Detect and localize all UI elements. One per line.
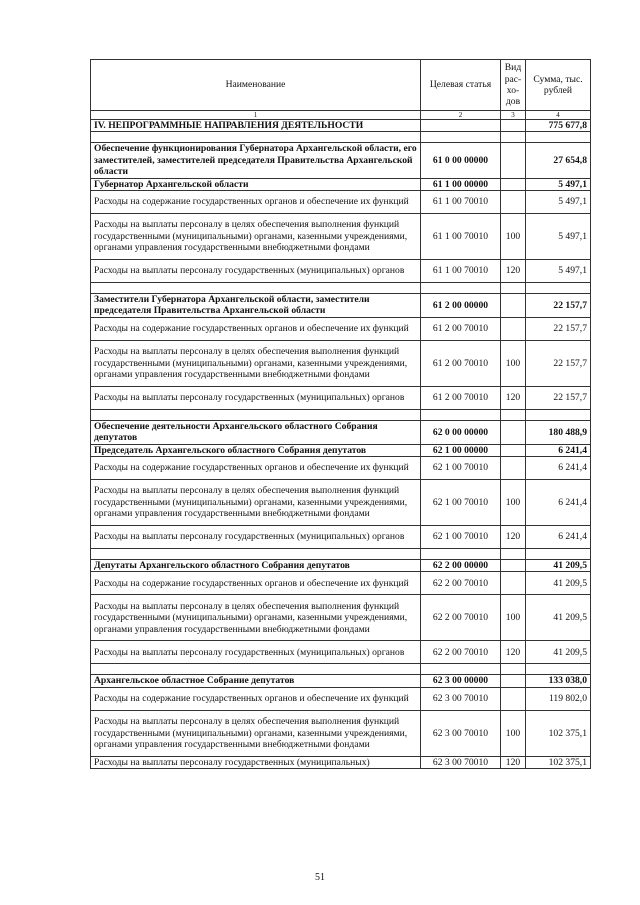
row-code: 61 1 00 70010 bbox=[421, 260, 501, 283]
row-code: 62 2 00 70010 bbox=[421, 641, 501, 664]
empty-cell bbox=[91, 283, 421, 294]
header-code: Целевая статья bbox=[421, 60, 501, 111]
row-sum: 6 241,4 bbox=[526, 526, 591, 549]
row-kind bbox=[501, 572, 526, 595]
row-name: Расходы на выплаты персоналу государственных (муниципальных) органов bbox=[91, 386, 421, 409]
row-kind bbox=[501, 143, 526, 178]
row-name: Расходы на выплаты персоналу государственных (муниципальных) органов bbox=[91, 260, 421, 283]
table-row bbox=[91, 420, 591, 444]
row-code: 61 2 00 00000 bbox=[421, 294, 501, 318]
row-kind: 100 bbox=[501, 480, 526, 526]
row-sum: 5 497,1 bbox=[526, 191, 591, 214]
table-row bbox=[91, 641, 591, 664]
row-kind: 120 bbox=[501, 386, 526, 409]
row-sum: 6 241,4 bbox=[526, 444, 591, 456]
table-row bbox=[91, 457, 591, 480]
row-name: Расходы на содержание государственных органов и обеспечение их функций bbox=[91, 457, 421, 480]
row-code: 62 1 00 00000 bbox=[421, 444, 501, 456]
row-kind bbox=[501, 294, 526, 318]
spacer-row bbox=[91, 283, 591, 294]
row-kind: 120 bbox=[501, 260, 526, 283]
row-name: Депутаты Архангельского областного Собрания депутатов bbox=[91, 560, 421, 572]
column-number: 1 bbox=[91, 111, 421, 120]
row-sum: 41 209,5 bbox=[526, 572, 591, 595]
row-name: Расходы на выплаты персоналу государственных (муниципальных) bbox=[91, 756, 421, 768]
row-kind bbox=[501, 444, 526, 456]
row-code: 62 1 00 70010 bbox=[421, 457, 501, 480]
row-sum: 5 497,1 bbox=[526, 260, 591, 283]
table-row bbox=[91, 214, 591, 260]
table-row bbox=[91, 526, 591, 549]
row-code: 62 1 00 70010 bbox=[421, 526, 501, 549]
row-name: Расходы на выплаты персоналу в целях обеспечения выполнения функций государственными (муниципальными) органами, казенными учреждениями, органами управления государственными внебюджетными фондами bbox=[91, 340, 421, 386]
row-sum: 102 375,1 bbox=[526, 710, 591, 756]
row-code: 61 1 00 70010 bbox=[421, 191, 501, 214]
column-number: 3 bbox=[501, 111, 526, 120]
header-row bbox=[91, 60, 591, 111]
row-kind bbox=[501, 120, 526, 132]
row-kind bbox=[501, 560, 526, 572]
budget-table bbox=[90, 59, 591, 769]
row-name: Расходы на выплаты персоналу в целях обеспечения выполнения функций государственными (муниципальными) органами, казенными учреждениями, органами управления государственными внебюджетными фондами bbox=[91, 214, 421, 260]
row-sum: 180 488,9 bbox=[526, 420, 591, 444]
row-sum: 41 209,5 bbox=[526, 560, 591, 572]
table-row bbox=[91, 560, 591, 572]
empty-cell bbox=[526, 664, 591, 675]
row-name: Расходы на выплаты персоналу государственных (муниципальных) органов bbox=[91, 526, 421, 549]
empty-cell bbox=[501, 664, 526, 675]
table-row bbox=[91, 572, 591, 595]
row-kind: 120 bbox=[501, 756, 526, 768]
row-name: Расходы на выплаты персоналу в целях обеспечения выполнения функций государственными (муниципальными) органами, казенными учреждениями, органами управления государственными внебюджетными фондами bbox=[91, 710, 421, 756]
row-name: Губернатор Архангельской области bbox=[91, 178, 421, 190]
empty-cell bbox=[421, 283, 501, 294]
row-name: Председатель Архангельского областного Собрания депутатов bbox=[91, 444, 421, 456]
empty-cell bbox=[501, 409, 526, 420]
row-sum: 5 497,1 bbox=[526, 178, 591, 190]
row-code: 61 2 00 70010 bbox=[421, 340, 501, 386]
empty-cell bbox=[526, 549, 591, 560]
row-sum: 5 497,1 bbox=[526, 214, 591, 260]
row-sum: 22 157,7 bbox=[526, 340, 591, 386]
spacer-row bbox=[91, 549, 591, 560]
empty-cell bbox=[501, 283, 526, 294]
row-kind bbox=[501, 457, 526, 480]
row-code: 62 2 00 00000 bbox=[421, 560, 501, 572]
row-kind: 100 bbox=[501, 710, 526, 756]
row-code: 62 2 00 70010 bbox=[421, 595, 501, 641]
table-row bbox=[91, 143, 591, 178]
spacer-row bbox=[91, 132, 591, 143]
table-body bbox=[91, 60, 591, 769]
row-sum: 6 241,4 bbox=[526, 480, 591, 526]
table-row bbox=[91, 756, 591, 768]
table-row bbox=[91, 710, 591, 756]
row-name: Расходы на содержание государственных органов и обеспечение их функций bbox=[91, 572, 421, 595]
row-kind: 120 bbox=[501, 526, 526, 549]
row-code bbox=[421, 120, 501, 132]
row-name: IV. НЕПРОГРАММНЫЕ НАПРАВЛЕНИЯ ДЕЯТЕЛЬНОСТИ bbox=[91, 120, 421, 132]
row-kind bbox=[501, 178, 526, 190]
spacer-row bbox=[91, 409, 591, 420]
row-kind bbox=[501, 317, 526, 340]
column-number-row bbox=[91, 111, 591, 120]
row-code: 62 3 00 70010 bbox=[421, 710, 501, 756]
empty-cell bbox=[421, 664, 501, 675]
row-code: 61 2 00 70010 bbox=[421, 386, 501, 409]
empty-cell bbox=[91, 409, 421, 420]
empty-cell bbox=[91, 132, 421, 143]
row-kind bbox=[501, 687, 526, 710]
table-row bbox=[91, 178, 591, 190]
empty-cell bbox=[421, 409, 501, 420]
spacer-row bbox=[91, 664, 591, 675]
row-code: 62 3 00 70010 bbox=[421, 687, 501, 710]
table-row bbox=[91, 687, 591, 710]
row-name: Расходы на содержание государственных органов и обеспечение их функций bbox=[91, 317, 421, 340]
table-row bbox=[91, 595, 591, 641]
row-code: 61 1 00 70010 bbox=[421, 214, 501, 260]
empty-cell bbox=[91, 549, 421, 560]
row-kind: 100 bbox=[501, 595, 526, 641]
header-sum: Сумма, тыс. рублей bbox=[526, 60, 591, 111]
row-code: 62 2 00 70010 bbox=[421, 572, 501, 595]
column-number: 2 bbox=[421, 111, 501, 120]
row-sum: 22 157,7 bbox=[526, 386, 591, 409]
row-name: Расходы на выплаты персоналу в целях обеспечения выполнения функций государственными (муниципальными) органами, казенными учреждениями, органами управления государственными внебюджетными фондами bbox=[91, 480, 421, 526]
row-code: 62 3 00 00000 bbox=[421, 675, 501, 687]
row-sum: 41 209,5 bbox=[526, 641, 591, 664]
row-name: Расходы на содержание государственных органов и обеспечение их функций bbox=[91, 687, 421, 710]
row-code: 62 0 00 00000 bbox=[421, 420, 501, 444]
row-kind bbox=[501, 191, 526, 214]
row-code: 62 1 00 70010 bbox=[421, 480, 501, 526]
row-kind bbox=[501, 675, 526, 687]
row-name: Расходы на выплаты персоналу в целях обеспечения выполнения функций государственными (муниципальными) органами, казенными учреждениями, органами управления государственными внебюджетными фондами bbox=[91, 595, 421, 641]
row-name: Обеспечение деятельности Архангельского областного Собрания депутатов bbox=[91, 420, 421, 444]
empty-cell bbox=[91, 664, 421, 675]
row-code: 62 3 00 70010 bbox=[421, 756, 501, 768]
row-sum: 22 157,7 bbox=[526, 294, 591, 318]
row-sum: 41 209,5 bbox=[526, 595, 591, 641]
empty-cell bbox=[501, 132, 526, 143]
row-kind bbox=[501, 420, 526, 444]
row-name: Расходы на содержание государственных органов и обеспечение их функций bbox=[91, 191, 421, 214]
row-sum: 6 241,4 bbox=[526, 457, 591, 480]
empty-cell bbox=[501, 549, 526, 560]
table-row bbox=[91, 191, 591, 214]
column-number: 4 bbox=[526, 111, 591, 120]
header-name: Наименование bbox=[91, 60, 421, 111]
row-sum: 27 654,8 bbox=[526, 143, 591, 178]
row-kind: 100 bbox=[501, 340, 526, 386]
row-sum: 119 802,0 bbox=[526, 687, 591, 710]
empty-cell bbox=[526, 409, 591, 420]
row-code: 61 1 00 00000 bbox=[421, 178, 501, 190]
empty-cell bbox=[526, 132, 591, 143]
row-sum: 22 157,7 bbox=[526, 317, 591, 340]
header-kind: Вид рас-хо-дов bbox=[501, 60, 526, 111]
row-name: Обеспечение функционирования Губернатора Архангельской области, его заместителей, заместителей председателя Правительства Архангельской области bbox=[91, 143, 421, 178]
row-name: Архангельское областное Собрание депутатов bbox=[91, 675, 421, 687]
row-name: Заместители Губернатора Архангельской области, заместители председателя Правительства Архангельской области bbox=[91, 294, 421, 318]
row-code: 61 2 00 70010 bbox=[421, 317, 501, 340]
row-sum: 133 038,0 bbox=[526, 675, 591, 687]
row-sum: 775 677,8 bbox=[526, 120, 591, 132]
table-row bbox=[91, 386, 591, 409]
page-number: 51 bbox=[315, 872, 325, 883]
empty-cell bbox=[526, 283, 591, 294]
table-row bbox=[91, 444, 591, 456]
table-row bbox=[91, 294, 591, 318]
row-sum: 102 375,1 bbox=[526, 756, 591, 768]
table-row bbox=[91, 317, 591, 340]
row-kind: 120 bbox=[501, 641, 526, 664]
row-kind: 100 bbox=[501, 214, 526, 260]
empty-cell bbox=[421, 549, 501, 560]
table-row bbox=[91, 480, 591, 526]
row-name: Расходы на выплаты персоналу государственных (муниципальных) органов bbox=[91, 641, 421, 664]
empty-cell bbox=[421, 132, 501, 143]
table-row bbox=[91, 260, 591, 283]
table-row bbox=[91, 340, 591, 386]
row-code: 61 0 00 00000 bbox=[421, 143, 501, 178]
table-row bbox=[91, 120, 591, 132]
table-row bbox=[91, 675, 591, 687]
